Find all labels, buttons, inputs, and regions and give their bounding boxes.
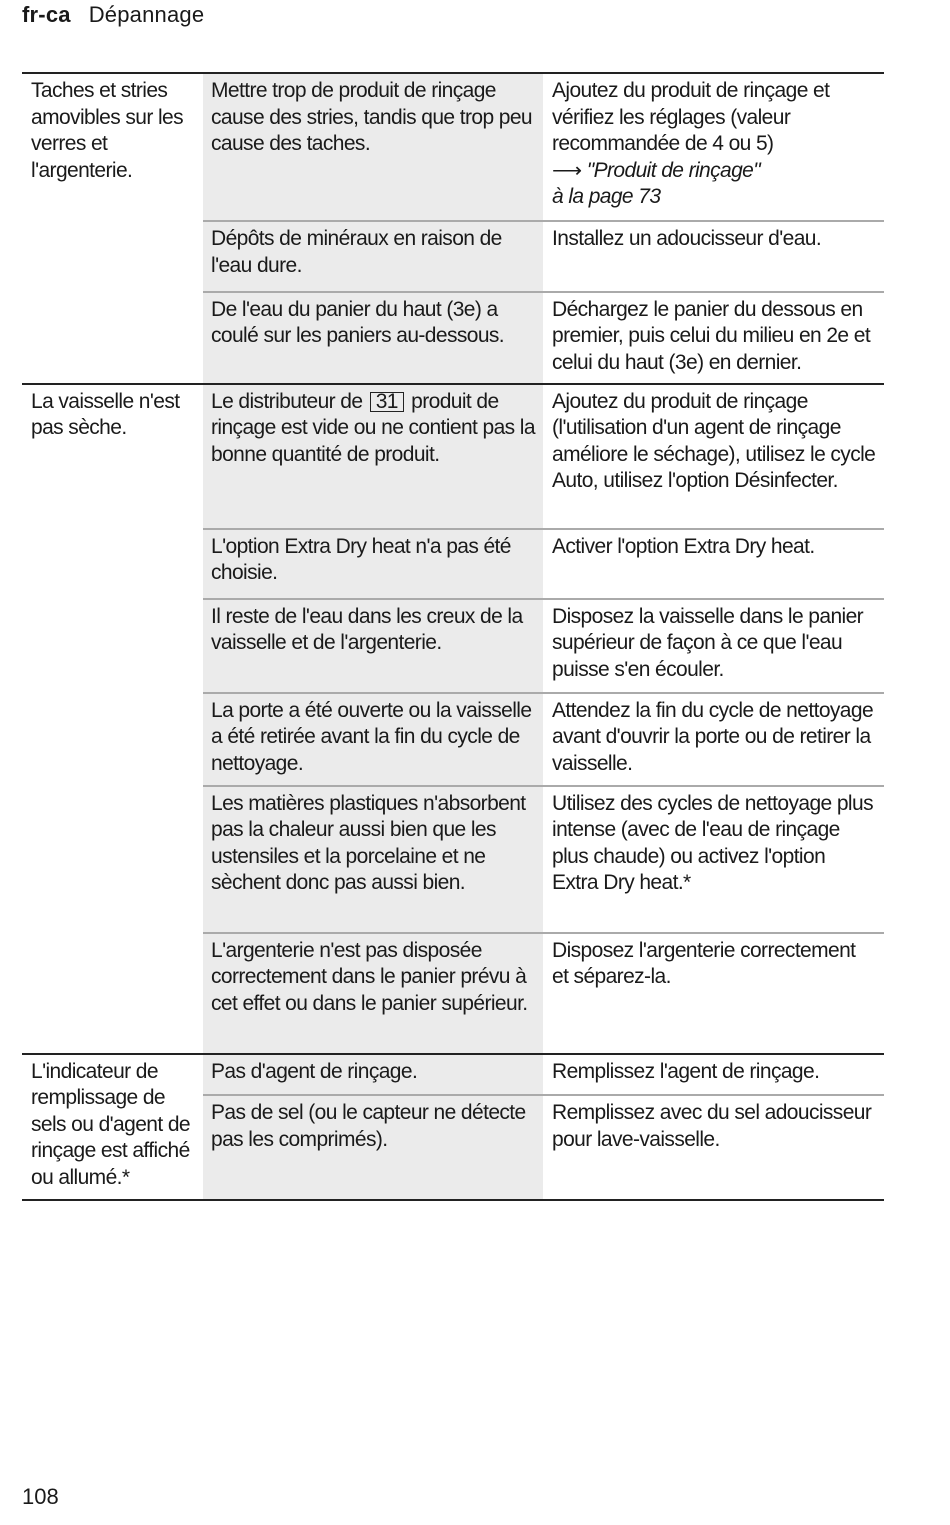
page-header [22,2,204,28]
cause-suffix: produit de rinçage est vide ou ne contient pas la bonne quantité de produit. [211,389,535,466]
table-row [203,74,884,220]
table-row [203,932,884,1053]
cause-cell: L'option Extra Dry heat n'a pas été choisie. [203,530,543,598]
cause-cell: Les matières plastiques n'absorbent pas la chaleur aussi bien que les ustensiles et la porcelaine et ne sèchent donc pas aussi bien. [203,787,543,932]
cause-cell: Mettre trop de produit de rinçage cause des stries, tandis que trop peu cause des taches. [203,74,543,220]
table-row [203,598,884,692]
remedy-cell: Installez un adoucisseur d'eau. [552,227,822,250]
table-group [22,1055,884,1200]
reference-page: à la page 73 [552,185,661,208]
page-reference [552,158,876,185]
section-title: Dépannage [88,2,205,27]
table-row [203,385,884,528]
dispenser-number-badge: 31 [370,392,404,412]
troubleshooting-table [22,72,884,1201]
symptom-cell: Taches et stries amovibles sur les verres et l'argenterie. [31,79,184,182]
remedy-cell: Remplissez avec du sel adoucisseur pour lave-vaisselle. [552,1101,872,1151]
cause-cell: Pas d'agent de rinçage. [203,1055,543,1095]
remedy-cell: Remplissez l'agent de rinçage. [552,1059,820,1083]
page-number: 108 [22,1484,59,1509]
remedy-cell: Attendez la fin du cycle de nettoyage avant d'ouvrir la porte ou de retirer la vaisselle. [552,698,874,775]
cause-cell [203,385,543,528]
symptom-cell: L'indicateur de remplissage de sels ou d'agent de rinçage est affiché ou allumé.* [31,1059,191,1189]
table-group [22,74,884,385]
language-code: fr-ca [22,2,71,27]
cause-cell: Dépôts de minéraux en raison de l'eau dure. [203,222,543,291]
cause-cell: La porte a été ouverte ou la vaisselle a été retirée avant la fin du cycle de nettoyage. [203,694,543,785]
remedy-cell: Disposez l'argenterie correctement et séparez-la. [552,938,856,988]
table-row [203,785,884,932]
remedy-cell: Utilisez des cycles de nettoyage plus intense (avec de l'eau de rinçage plus chaude) ou activez l'option Extra Dry heat.* [552,791,873,894]
reference-title: "Produit de rinçage" [586,158,761,182]
table-row [203,528,884,598]
table-group [22,385,884,1055]
table-row [203,291,884,383]
cause-cell: De l'eau du panier du haut (3e) a coulé sur les paniers au-dessous. [203,293,543,383]
table-row [203,692,884,785]
remedy-cell [543,74,884,220]
remedy-cell: Déchargez le panier du dessous en premier, puis celui du milieu en 2e et celui du haut (3e) en dernier. [552,297,871,374]
remedy-text: Ajoutez du produit de rinçage et vérifiez les réglages (valeur recommandée de 4 ou 5) [552,79,830,155]
cause-cell: Il reste de l'eau dans les creux de la vaisselle et de l'argenterie. [203,600,543,692]
cause-cell: L'argenterie n'est pas disposée correctement dans le panier prévu à cet effet ou dans le panier supérieur. [203,934,543,1053]
arrow-icon: ⟶ [552,158,582,182]
table-row [203,1094,884,1199]
remedy-cell: Disposez la vaisselle dans le panier supérieur de façon à ce que l'eau puisse s'en écouler. [552,604,864,681]
table-row [203,1055,884,1095]
remedy-cell: Ajoutez du produit de rinçage (l'utilisation d'un agent de rinçage améliore le séchage), utilisez le cycle Auto, utilisez l'option Désinfecter. [552,389,876,492]
remedy-cell: Activer l'option Extra Dry heat. [552,534,815,558]
cause-cell: Pas de sel (ou le capteur ne détecte pas les comprimés). [203,1096,543,1199]
symptom-cell: La vaisselle n'est pas sèche. [31,389,180,439]
table-row [203,220,884,291]
cause-prefix: Le distributeur de [211,389,363,413]
